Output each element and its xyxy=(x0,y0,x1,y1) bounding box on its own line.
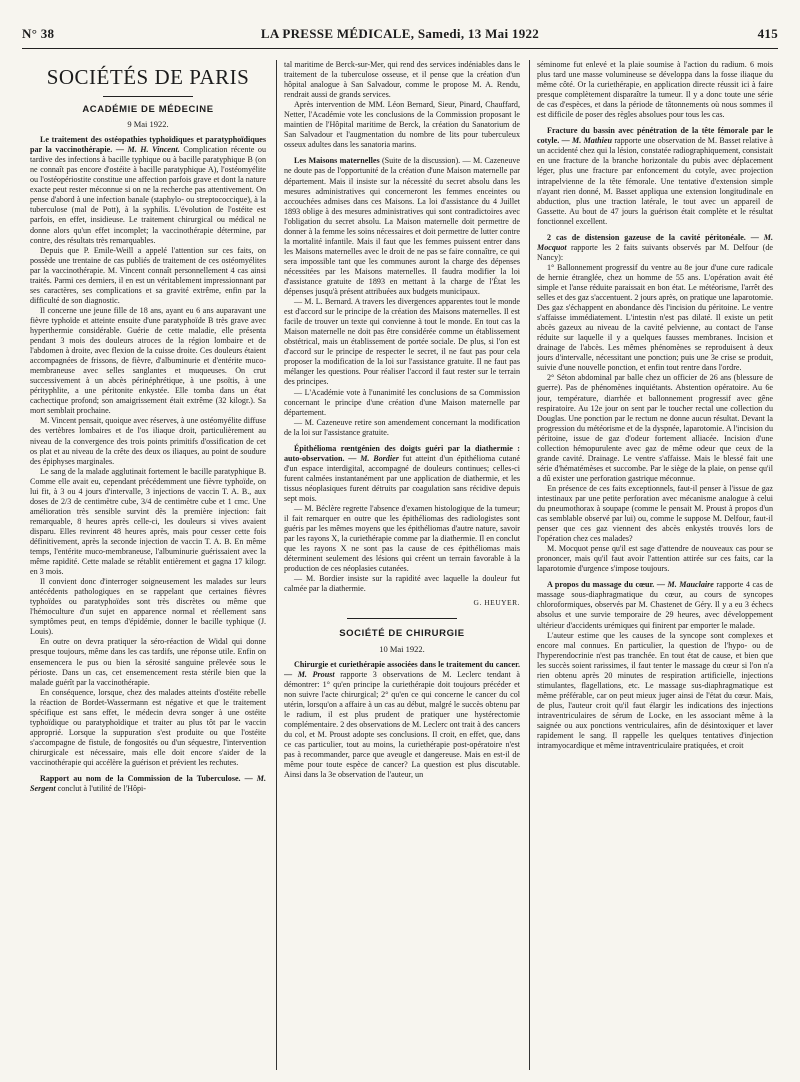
paragraph-text: — M. Bordier insiste sur la rapidité avec laquelle la douleur fut calmée par la diathermie. xyxy=(284,574,520,594)
paragraph-text: 1° Ballonnement progressif du ventre au 8e jour d'une cure radicale de hernie étranglée, chez un homme de 55 ans. L'opération avait été simple et l'anse réduite paraissait en bon état. Le météorisme, l'arrêt des selles et des gaz s'accentuent. 2 jours après, on pratique une laparotomie. Des gaz s'échappent en abondance dès l'incision du péritoine. Le ventre s'affaisse immédiatement. L'intestin n'est pas dilaté. Il existe un petit abcès gazeux au niveau de la cavité pelvienne, au contact de l'anse réduite sur laquelle il y a quelques fausses membranes. Incision et drainage de l'abcès. Les mêmes phénomènes se reproduisent à deux jours d'intervalle, nécessitant une ponction; puis une 3e crise se produit, suivie d'une nouvelle ponction, et enfin tout rentre dans l'ordre. xyxy=(537,262,773,373)
paragraph xyxy=(30,577,266,637)
column-2 xyxy=(284,60,520,1070)
paragraph-author: M. Mathieu xyxy=(572,136,615,146)
paragraph-author: M. Mauclaire xyxy=(667,580,717,590)
issue-number: N° 38 xyxy=(22,26,55,41)
column-3 xyxy=(537,60,773,1070)
paragraph-text: M. Mocquot pense qu'il est sage d'attendre de nouveaux cas pour se prononcer, mais qu'il faut avoir l'attention attirée sur ces faits, car la laparotomie d'urgence s'impose toujours. xyxy=(537,544,773,574)
academie-title: ACADÉMIE DE MÉDECINE xyxy=(82,104,214,115)
paragraph-heading: Chirurgie et curiethérapie associées dans le traitement du cancer. — xyxy=(284,659,520,679)
paragraph-text: rapporte 4 cas de massage sous-diaphragmatique du cœur, au cours de syncopes chloroformiques, observés par M. Chastenet de Géry. Il y a eu 3 échecs absolus et une survie temporaire de 29 heures, avec développement ultérieur d'accidents urémiques qui finirent par emporter le malade. xyxy=(537,580,773,630)
paragraph xyxy=(537,263,773,374)
paragraph xyxy=(537,126,773,226)
column-divider xyxy=(529,60,530,1070)
paragraph-text: — M. L. Bernard. A travers les divergences apparentes tout le monde est d'accord sur le principe de la création des Maisons maternelles. Il est facile de trouver un texte qui convienne à tout le monde. En tout cas la Maison maternelle ne doit pas être considérée comme un établissement obstétrical, mais un établissement de portée sociale. De plus, si l'on est d'accord sur le principe de respecter le secret, il ne faut pas pour cela proposer la modification de la loi sur l'assistance gratuite. Il ne faut pas mélanger les questions. Pour réaliser l'accord il faut rester sur le terrain des principes. xyxy=(284,297,520,387)
paragraph-text: En conséquence, lorsque, chez des malades atteints d'ostéite rebelle la réaction de Bordet-Wassermann est négative et que le traitement spécifique est sans effet, le médecin devra songer à une ostéite typhoïdique ou paratyphoïdique et traiter au plus tôt par le vaccin approprié. Lorsque la suppuration s'est produite ou que l'ostéite s'accompagne de fistule, de fongosités ou d'un séquestre, l'intervention chirurgicale est nécessaire, mais elle doit encore s'aider de la vaccinothérapie qui accélère la guérison et prévient les rechutes. xyxy=(30,687,266,767)
chirurgie-date: 10 Mai 1922. xyxy=(379,643,425,654)
paragraph-text: 2° Séton abdominal par balle chez un officier de 26 ans (blessure de guerre). Pas de phénomènes inquiétants. Abstention opératoire. Au 6e jour, température, diarrhée et ballonnement progressif avec gêne respiratoire. Au 12e jour on sent par le toucher rectal une collection du Douglas. Une ponction par le rectum ne donne aucun résultat. Devant la progression du météorisme et de la dyspnée, laparotomie. A l'incision du péritoine, issue de gaz d'odeur fortement alliacée. Incision d'une collection hémopurulente avec gaz de même odeur que ceux de la grande cavité. Drainage. Le ventre s'affaisse. Mais le blessé fait une série d'hématémèses et succombe. Par le siège de la plaie, on pense qu'il a dû exister une perforation gastrique méconnue. xyxy=(537,373,773,483)
paragraph-text: En présence de ces faits exceptionnels, faut-il penser à l'issue de gaz intestinaux par une petite perforation avec mécanisme analogue à celui du pneumothorax à soupape (comme le pensait M. Proust à propos d'un cas semblable observé par lui) ou, comme le suppose M. Delfour, faut-il penser que ces gaz viennent des abcès enkystés trouvés lors de l'opération chez ces malades? xyxy=(537,483,773,544)
paragraph xyxy=(30,637,266,687)
column-1 xyxy=(30,60,266,1070)
paragraph xyxy=(30,416,266,466)
paragraph-heading: 2 cas de distension gazeuse de la cavité péritonéale. — xyxy=(547,232,764,242)
paragraph xyxy=(284,100,520,150)
signature: G. HEUYER. xyxy=(473,598,520,608)
paragraph-text: M. Vincent pensait, quoique avec réserves, à une ostéomyélite diffuse des vertèbres lombaires et de l'os iliaque droit, particulièrement au niveau de la convergence des trois points primitifs d'ossification de cet os plat et au niveau de la crête des deux os iliaques, au point de soudure des épiphyses marginales. xyxy=(30,416,266,466)
paragraph-text: conclut à l'utilité de l'Hôpi- xyxy=(57,784,146,794)
page-number: 415 xyxy=(757,26,778,41)
paragraph-text: — M. Béclère regrette l'absence d'examen histologique de la tumeur; il fait remarquer en outre que les épithéliomas des radiologistes sont guéris par les mêmes moyens que les épithéliomas d'autre nature, savoir par les rayons X, la curiethérapie comme par la diathermie. Il en conclut que les rayons X ne sont pas la cause de ces épithéliomas mais déterminent seulement des lésions qui créent un terrain favorable à la production de ces néoplasies cutanées. xyxy=(284,504,520,574)
paragraph-text: Il concerne une jeune fille de 18 ans, ayant eu 6 ans auparavant une fièvre typhoïde et atteinte ensuite d'une paratyphoïde B très grave avec hyperthermie considérable. Guérie de cette maladie, elle présenta pendant 3 mois des douleurs atroces de la région lombaire et de l'abdomen à droite, avec flexion de la cuisse droite. Ces douleurs étaient accompagnées de frissons, de fièvre, d'albuminurie et d'entérite muco-membraneuse avec selles sanglantes et muqueuses. On crut successivement à un abcès périnéphrétique, à une psoïtis, à une pérityphlite, a une péritonite enkystée. Elle tomba dans un état cachectique profond; son amaigrissement était extrême (32 kilogr.). Sa mort semblait prochaine. xyxy=(30,305,266,416)
paragraph-text: rapporte une observation de M. Basset relative à un accidenté chez qui la lésion, constatée radiographiquement, consistait en une fracture de la branche horizontale du pubis avec déplacement léger, plus une fracture par enfoncement du cotyle, avec projection intrapelvienne de la tête fémorale. Une tentative d'extension simple n'ayant rien donné, M. Basset appliqua une extension longitudinale en abduction, plus une traction latérale, le tout avec un appareil de Gassette. Au bout de 47 jours la guérison était complète et le résultat fonctionnel excellent. xyxy=(537,136,773,226)
paragraph xyxy=(30,774,266,794)
paragraph-text: tal maritime de Berck-sur-Mer, qui rend des services indéniables dans le traitement de la tuberculose osseuse, et il pense que la création d'un hôpital analogue à San Salvadour, comme le propose M. A. Rendu, rendrait aussi de grands services. xyxy=(284,60,520,100)
paragraph xyxy=(284,156,520,297)
paragraph-text: Il convient donc d'interroger soigneusement les malades sur leurs antécédents pathologiques en se rappelant que certaines fièvres typhoïdes ou paratyphoïdes sont très discrètes ou même que l'hémoculture d'un sujet en apparence normal et réellement sans symptômes peut, en temps d'épidémie, donner le bacille typhique (J. Louis). xyxy=(30,577,266,637)
paragraph xyxy=(30,246,266,306)
paragraph xyxy=(537,631,773,752)
paragraph xyxy=(537,373,773,484)
paragraph xyxy=(284,388,520,418)
paragraph-text: Depuis que P. Emile-Weill a appelé l'attention sur ces faits, on possède une trentaine de cas publiés de traitement de ces ostéomyélites par la vaccinothérapie. M. Vincent connaît personnellement 4 cas ainsi traités. Parmi ces derniers, il en est un véritablement impressionnant par ses caractères, ses complications et sa gravité extrême, enfin par la difficulté de son diagnostic. xyxy=(30,245,266,305)
paragraph xyxy=(284,574,520,594)
paragraph xyxy=(537,544,773,574)
paragraph xyxy=(537,233,773,263)
paragraph-text: (Suite de la discussion). — M. Cazeneuve ne doute pas de l'opportunité de la création d'une Maison maternelle par département. Mais il insiste sur la nécessité du secret absolu dans les mesures administratives qui concerneront les femmes enceintes ou accouchées admises dans ces Maisons. La loi d'assistance du 4 Juillet 1893 oblige à des mesures administratives qui sont contradictoires avec l'obligation du secret absolu. La Maison maternelle doit permettre de donner à la femme les soins nécessaires et doit permettre de lutter contre la mortalité infantile. Mais il faut que les femmes puissent entrer dans les Maisons maternelles avec le droit de ne pas se faire connaître, ce qui sera impossible tant que les communes auront la charge des dépenses nécessitées par les Maisons maternelles. Il faudra modifier la loi d'assistance gratuite de 1893 en mettant à la charge de l'État les dépenses jusqu'à présent attribuées aux budgets municipaux. xyxy=(284,156,520,297)
paragraph xyxy=(30,306,266,417)
paragraph-text: rapporte les 2 faits suivants observés par M. Delfour (de Nancy): xyxy=(537,242,773,262)
paragraph xyxy=(537,484,773,544)
paragraph-heading: Le traitement des ostéopathies typhoïdiques et paratyphoïdiques par la vaccinothérapie. — xyxy=(30,135,266,155)
col3-paragraphs xyxy=(537,60,773,751)
paragraph xyxy=(537,60,773,120)
paragraph-author: M. H. Vincent. xyxy=(127,145,184,155)
paragraph xyxy=(537,580,773,630)
paragraph xyxy=(284,60,520,100)
paragraph-author: M. Mocquot xyxy=(537,232,773,252)
paragraph xyxy=(284,660,520,781)
paragraph-heading: Fracture du bassin avec pénétration de la tête fémorale par le cotyle. — xyxy=(537,126,773,146)
paragraph-heading: A propos du massage du cœur. — xyxy=(547,580,668,590)
section-rule xyxy=(347,618,457,619)
paragraph xyxy=(30,135,266,246)
journal-title: LA PRESSE MÉDICALE, Samedi, 13 Mai 1922 xyxy=(260,26,540,41)
paragraph xyxy=(30,467,266,578)
col2b-paragraphs xyxy=(284,660,520,781)
paragraph-text: séminome fut enlevé et la plaie soumise à l'action du radium. 6 mois plus tard une masse volumineuse se développa dans la fosse iliaque du même côté. Or la curiethérapie, en application directe réussit ici à faire presque complètement disparaître la tumeur. Il y a donc toute une série de cas d'espèces, et dans la période de tâtonnements où nous sommes il est difficile de poser des règles absolues pour tous les cas. xyxy=(537,60,773,120)
masthead xyxy=(22,26,778,46)
col1-paragraphs xyxy=(30,135,266,794)
paragraph-author: M. Sergent xyxy=(30,774,266,794)
chirurgie-title: SOCIÉTÉ DE CHIRURGIE xyxy=(339,628,465,640)
paragraph-heading: Les Maisons maternelles xyxy=(294,156,382,166)
paragraph-text: — M. Cazeneuve retire son amendement concernant la modification de la loi sur l'assistance gratuite. xyxy=(284,417,520,437)
col2a-paragraphs xyxy=(284,60,520,594)
paragraph xyxy=(284,504,520,574)
section-title: SOCIÉTÉS DE PARIS xyxy=(46,65,250,89)
paragraph-text: Complication récente ou tardive des infections à bacille typhique ou à bacille paratyphique B (on ne connaît pas encore d'ostéite à bacille paratyphique A), l'ostéomyélite ou l'ostéopériostite constitue une affection parfois grave et dont la nature exacte peut rester méconnue si on ne la recherche pas attentivement. On pense d'abord à une infection banale (staphylo- ou streptococcique), à la tuberculose (mal de Pott), à la syphilis. L'évolution de l'ostéite est parfois, en effet, insidieuse. Le traitement chirurgical ou médical ne donne alors qu'un effet incomplet; la vaccinothérapie détermine, par contre, des résultats très remarquables. xyxy=(30,145,266,245)
paragraph-text: Après intervention de MM. Léon Bernard, Sieur, Pinard, Chauffard, Netter, l'Académie vote les conclusions de la Commission proposant le maintien de l'Hôpital maritime de Berck, la création du Sanatorium de San Salvadour et l'augmentation du nombre de lits pour tuberculeux osseux adultes dans les sanatoria marins. xyxy=(284,100,520,150)
paragraph xyxy=(284,418,520,438)
academie-date: 9 Mai 1922. xyxy=(127,119,169,130)
paragraph-text: fut atteint d'un épithélioma cutané d'un espace interdigital, accompagné de douleurs continues; celles-ci furent calmées instantanément par une application de diathermie, et les tissus néoplasiques furent détruits par coagulation sans récidive depuis sept mois. xyxy=(284,453,520,503)
paragraph-text: Le sang de la malade agglutinait fortement le bacille paratyphique B. Comme elle avait eu, cependant précédemment une fièvre typhoïde, on lui fit, à 3 ou 4 jours d'intervalle, 3 injections de vaccin T. A. B., aux doses de 2/3 de centimètre cube, 3/4 de centimètre cube et 1 cmc. Une amélioration très sensible survint dès la première injection: fait remarquable, 8 heures après celle-ci, les douleurs si vives avaient disparu. Elles revinrent 48 heures après, mais pour cesser cette fois définitivement, après la seconde injection de vaccin T. A. B. En même temps, l'entérite muco-membraneuse, l'albuminurie guérissaient avec la même rapidité. Cette malade se rétablit entièrement et gagna 17 kilogr. en 3 mois. xyxy=(30,466,266,577)
paragraph xyxy=(284,297,520,387)
paragraph-author: M. Bordier xyxy=(360,453,403,463)
paragraph-text: rapporte 3 observations de M. Leclerc tendant à démontrer: 1° qu'en principe la curiethérapie doit toujours précéder et non suivre l'acte chirurgical; 2° qu'en ce qui concerne le cancer du col utérin, lorsqu'on a affaire à un cas au début, malgré le succès obtenu par le radium, il est plus prudent de pratiquer une hystérectomie complémentaire. 2 des observations de M. Leclerc ont trait à des cancers du col, et M. Proust adopte ses conclusions. Il croit, en effet, que, dans ce cas particulier, tout au moins, la curiethérapie post-opératoire n'est pas à recommander, parce que aveugle et dangereuse. Mais en est-il de même pour toute espèce de cancer? La question est plus discutable. Ainsi dans la 3e observation de l'auteur, un xyxy=(284,669,520,780)
paragraph-heading: Rapport au nom de la Commission de la Tuberculose. — xyxy=(40,774,257,784)
paragraph-text: L'auteur estime que les causes de la syncope sont complexes et encore mal connues. En particulier, la question de l'hypo- ou de l'hyperendocrinie n'est pas tranchée. En tout état de cause, et bien que les succès soient rarissimes, il faut tenter le massage du cœur si l'on n'a rien obtenu après 20 minutes de respiration artificielle, injections stimulantes, flagellations, etc. Le massage sus-diaphragmatique est même préférable, car on peut mieux juger ainsi de l'état du cœur. Mais, de plus, l'auteur croit qu'il faut élargir les indications des injections intraventriculaires de sérum de Locke, en les associant même à la saignée ou aux ponctions ventriculaires, afin de désintoxiquer et laver rapidement le sang. Il rappelle les quelques tentatives d'injection intramyocardique et même intraventriculaire pratiquées, et croit xyxy=(537,630,773,751)
paragraph-heading: Épithélioma rœntgénien des doigts guéri par la diathermie : auto-observation. — xyxy=(284,443,520,463)
header-rule xyxy=(22,48,778,49)
paragraph xyxy=(30,688,266,768)
column-divider xyxy=(276,60,277,1070)
paragraph xyxy=(284,444,520,504)
paragraph-text: — L'Académie vote à l'unanimité les conclusions de sa Commission concernant le principe d'une création d'une Maison maternelle par département. xyxy=(284,387,520,417)
paragraph-author: M. Proust xyxy=(297,669,341,679)
section-rule xyxy=(103,96,193,97)
paragraph-text: En outre on devra pratiquer la séro-réaction de Widal qui donne presque toujours, même dans les cas tardifs, une réponse utile. Enfin on ensemencera le pus ou bien la sérosité sanguine prélevée sous le périoste. Dans un cas, cet ensemencement resta stérile bien que la malade guérît par la vaccinothérapie. xyxy=(30,637,266,687)
